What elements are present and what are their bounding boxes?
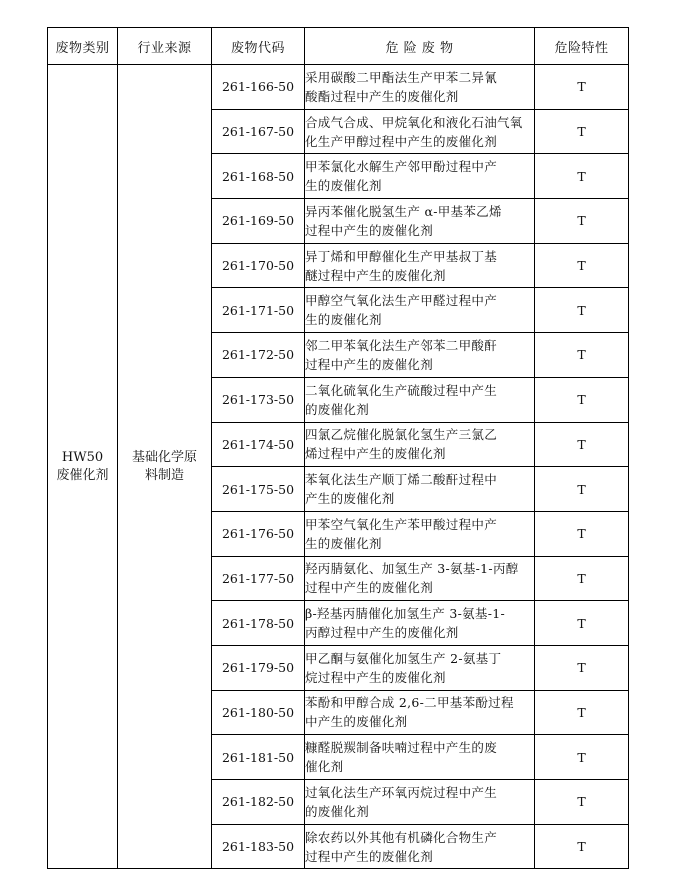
hazardous-waste-description-cell [305,511,535,556]
description-line: 苯氧化法生产顺丁烯二酸酐过程中 [305,472,498,488]
hazard-characteristic-cell: T [535,645,629,690]
description-line: 二氧化硫氧化生产硫酸过程中产生 [305,382,498,398]
hazardous-waste-description-cell [305,556,535,601]
table-row [48,65,629,110]
hazard-characteristic-cell: T [535,780,629,825]
hazardous-waste-description-cell [305,65,535,110]
hazardous-waste-description-cell [305,824,535,869]
hazard-characteristic-cell: T [535,65,629,110]
header-category: 废物类别 [48,28,118,65]
hazardous-waste-description-cell [305,288,535,333]
description-line: 甲乙酮与氨催化加氢生产 2-氨基丁 [305,650,502,666]
hazard-characteristic-cell: T [535,511,629,556]
waste-code-cell: 261-166-50 [212,65,305,110]
description-line: 烷过程中产生的废催化剂 [305,669,446,685]
hazardous-waste-description-cell [305,109,535,154]
description-line: 甲苯氯化水解生产邻甲酚过程中产 [305,159,498,175]
description-line: 四氯乙烷催化脱氯化氢生产三氯乙 [305,427,498,443]
description-line: β-羟基丙腈催化加氢生产 3-氨基-1- [305,606,506,622]
hazard-characteristic-cell: T [535,735,629,780]
hazardous-waste-description-cell [305,690,535,735]
waste-code-cell: 261-176-50 [212,511,305,556]
hazard-characteristic-cell: T [535,690,629,735]
waste-code-cell: 261-180-50 [212,690,305,735]
description-line: 合成气合成、甲烷氧化和液化石油气氧 [305,114,523,130]
waste-code-cell: 261-177-50 [212,556,305,601]
description-line: 酸酯过程中产生的废催化剂 [305,88,459,104]
hazard-characteristic-cell: T [535,109,629,154]
hazardous-waste-description-cell [305,735,535,780]
waste-code-cell: 261-179-50 [212,645,305,690]
description-line: 醚过程中产生的废催化剂 [305,267,446,283]
waste-category-code: HW50 [61,449,104,465]
description-line: 采用碳酸二甲酯法生产甲苯二异氰 [305,69,498,85]
description-line: 化生产甲醇过程中产生的废催化剂 [305,133,498,149]
hazard-characteristic-cell: T [535,288,629,333]
description-line: 过程中产生的废催化剂 [305,580,434,596]
description-line: 中产生的废催化剂 [305,714,408,730]
waste-code-cell: 261-172-50 [212,333,305,378]
header-waste: 危 险 废 物 [305,28,535,65]
hazard-characteristic-cell: T [535,377,629,422]
hazard-characteristic-cell: T [535,333,629,378]
hazardous-waste-description-cell [305,422,535,467]
hazard-characteristic-cell: T [535,824,629,869]
hazardous-waste-description-cell [305,780,535,825]
industry-source-line: 料制造 [144,467,184,483]
description-line: 的废催化剂 [305,401,370,417]
description-line: 甲醇空气氧化法生产甲醛过程中产 [305,293,498,309]
hazardous-waste-description-cell [305,243,535,288]
waste-code-cell: 261-173-50 [212,377,305,422]
waste-code-cell: 261-183-50 [212,824,305,869]
waste-code-cell: 261-171-50 [212,288,305,333]
table-body [48,65,629,869]
hazard-characteristic-cell: T [535,243,629,288]
hazardous-waste-description-cell [305,645,535,690]
waste-code-cell: 261-170-50 [212,243,305,288]
hazardous-waste-description-cell [305,467,535,512]
description-line: 过程中产生的废催化剂 [305,356,434,372]
description-line: 除农药以外其他有机磷化合物生产 [305,829,498,845]
hazardous-waste-description-cell [305,333,535,378]
waste-category-name: 废催化剂 [56,467,109,483]
header-industry: 行业来源 [118,28,212,65]
header-characteristic: 危险特性 [535,28,629,65]
waste-code-cell: 261-175-50 [212,467,305,512]
waste-code-cell: 261-181-50 [212,735,305,780]
description-line: 催化剂 [305,759,344,775]
description-line: 烯过程中产生的废催化剂 [305,446,446,462]
waste-category-cell [48,65,118,869]
description-line: 苯酚和甲醇合成 2,6-二甲基苯酚过程 [305,695,514,711]
hazardous-waste-description-cell [305,199,535,244]
description-line: 生的废催化剂 [305,535,382,551]
description-line: 生的废催化剂 [305,312,382,328]
description-line: 糠醛脱羰制备呋喃过程中产生的废 [305,740,498,756]
description-line: 的废催化剂 [305,803,370,819]
description-line: 产生的废催化剂 [305,491,395,507]
waste-code-cell: 261-169-50 [212,199,305,244]
description-line: 生的废催化剂 [305,178,382,194]
hazard-characteristic-cell: T [535,601,629,646]
description-line: 邻二甲苯氧化法生产邻苯二甲酸酐 [305,337,498,353]
industry-source-cell [118,65,212,869]
waste-code-cell: 261-167-50 [212,109,305,154]
hazardous-waste-description-cell [305,154,535,199]
description-line: 过程中产生的废催化剂 [305,222,434,238]
hazard-characteristic-cell: T [535,467,629,512]
description-line: 过程中产生的废催化剂 [305,848,434,864]
description-line: 过氧化法生产环氧丙烷过程中产生 [305,784,498,800]
industry-source-line: 基础化学原 [131,449,197,465]
hazardous-waste-description-cell [305,601,535,646]
description-line: 羟丙腈氨化、加氢生产 3-氨基-1-丙醇 [305,561,519,577]
hazard-characteristic-cell: T [535,556,629,601]
description-line: 甲苯空气氧化生产苯甲酸过程中产 [305,516,498,532]
description-line: 丙醇过程中产生的废催化剂 [305,625,459,641]
waste-code-cell: 261-178-50 [212,601,305,646]
hazardous-waste-description-cell [305,377,535,422]
hazard-characteristic-cell: T [535,422,629,467]
waste-code-cell: 261-174-50 [212,422,305,467]
waste-code-cell: 261-168-50 [212,154,305,199]
hazard-characteristic-cell: T [535,154,629,199]
waste-code-cell: 261-182-50 [212,780,305,825]
header-code: 废物代码 [212,28,305,65]
hazard-characteristic-cell: T [535,199,629,244]
hazardous-waste-table [47,27,629,869]
description-line: 异丁烯和甲醇催化生产甲基叔丁基 [305,248,498,264]
description-line: 异丙苯催化脱氢生产 α-甲基苯乙烯 [305,203,502,219]
header-row [48,28,629,65]
